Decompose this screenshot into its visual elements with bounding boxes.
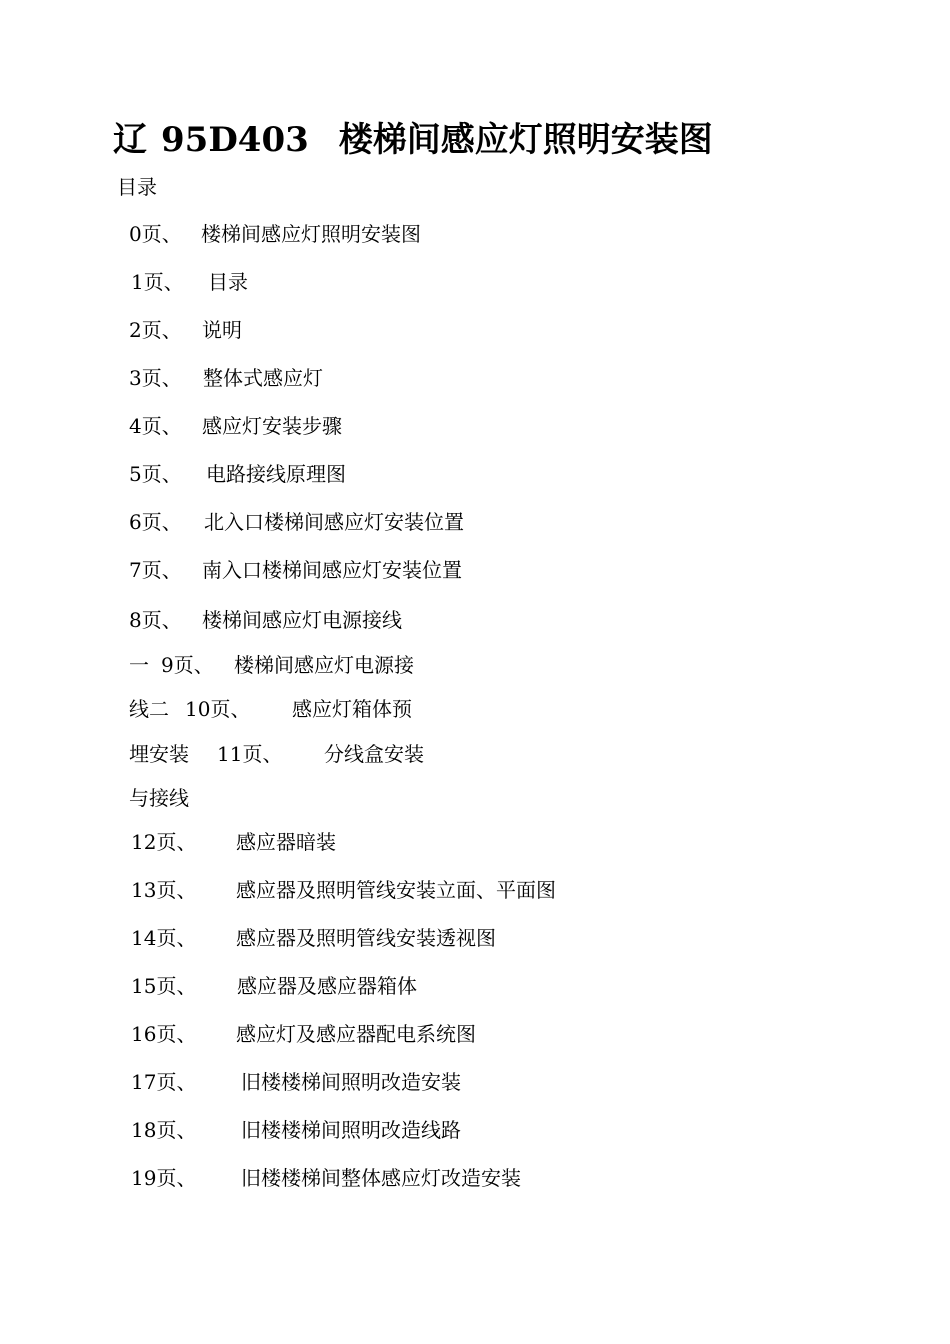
toc-page-number: 18页、 xyxy=(131,1118,197,1142)
toc-page-number: 11页、 xyxy=(217,742,283,766)
toc-entry-label: 整体式感应灯 xyxy=(203,366,323,390)
wrapped-line-1 xyxy=(129,652,414,678)
toc-entry-label: 楼梯间感应灯照明安装图 xyxy=(201,222,421,246)
toc-entry-label: 楼梯间感应灯电源接线 xyxy=(202,608,402,632)
toc-entry-16 xyxy=(131,1021,476,1047)
toc-page-number: 17页、 xyxy=(131,1070,197,1094)
toc-entry-label: 说明 xyxy=(202,318,242,342)
toc-entry-label: 感应器及感应器箱体 xyxy=(237,974,417,998)
wrapped-line-4 xyxy=(129,785,189,811)
wrapped-line-3 xyxy=(129,741,424,767)
toc-entry-label: 感应灯箱体预 xyxy=(292,697,412,721)
wrapped-fragment: 一 xyxy=(129,653,149,677)
toc-entry-15 xyxy=(131,973,417,999)
toc-entry-label: 感应器及照明管线安装透视图 xyxy=(236,926,496,950)
title-prefix: 辽 xyxy=(113,120,147,160)
toc-entry-13 xyxy=(131,877,556,903)
toc-page-number: 16页、 xyxy=(131,1022,197,1046)
wrapped-fragment: 线二 xyxy=(129,697,169,721)
title-text: 楼梯间感应灯照明安装图 xyxy=(338,120,713,160)
toc-page-number: 9页、 xyxy=(161,653,214,677)
toc-entry-6 xyxy=(129,509,464,535)
toc-entry-18 xyxy=(131,1117,461,1143)
toc-entry-label: 旧楼楼梯间照明改造线路 xyxy=(241,1118,461,1142)
toc-page-number: 15页、 xyxy=(131,974,197,998)
toc-page-number: 0页、 xyxy=(129,222,182,246)
toc-page-number: 5页、 xyxy=(129,462,182,486)
page-title xyxy=(113,118,713,162)
toc-entry-label: 旧楼楼梯间整体感应灯改造安装 xyxy=(241,1166,521,1190)
toc-page-number: 12页、 xyxy=(131,830,197,854)
toc-page-number: 14页、 xyxy=(131,926,197,950)
toc-entry-label: 分线盒安装 xyxy=(324,742,424,766)
toc-page-number: 8页、 xyxy=(129,608,182,632)
toc-page-number: 3页、 xyxy=(129,366,182,390)
toc-entry-label: 旧楼楼梯间照明改造安装 xyxy=(241,1070,461,1094)
toc-entry-0 xyxy=(129,221,421,247)
toc-entry-label: 目录 xyxy=(208,270,248,294)
toc-page-number: 6页、 xyxy=(129,510,182,534)
toc-entry-label: 电路接线原理图 xyxy=(206,462,346,486)
toc-entry-5 xyxy=(129,461,346,487)
wrapped-fragment: 与接线 xyxy=(129,786,189,810)
toc-page-number: 19页、 xyxy=(131,1166,197,1190)
wrapped-fragment: 埋安装 xyxy=(129,742,189,766)
toc-entry-label: 感应器及照明管线安装立面、平面图 xyxy=(236,878,556,902)
toc-entry-19 xyxy=(131,1165,521,1191)
toc-entry-label: 北入口楼梯间感应灯安装位置 xyxy=(204,510,464,534)
toc-entry-label: 感应灯及感应器配电系统图 xyxy=(236,1022,476,1046)
toc-entry-12 xyxy=(131,829,336,855)
toc-entry-label: 楼梯间感应灯电源接 xyxy=(234,653,414,677)
toc-page-number: 7页、 xyxy=(129,558,182,582)
toc-entry-14 xyxy=(131,925,496,951)
toc-entry-label: 感应灯安装步骤 xyxy=(202,414,342,438)
toc-page-number: 4页、 xyxy=(129,414,182,438)
wrapped-line-2 xyxy=(129,696,412,722)
toc-entry-label: 感应器暗装 xyxy=(236,830,336,854)
toc-heading: 目录 xyxy=(117,175,157,199)
toc-entry-1 xyxy=(131,269,248,295)
title-code: 95D403 xyxy=(161,120,309,160)
toc-entry-2 xyxy=(129,317,242,343)
toc-entry-7 xyxy=(129,557,462,583)
toc-entry-label: 南入口楼梯间感应灯安装位置 xyxy=(202,558,462,582)
toc-entry-17 xyxy=(131,1069,461,1095)
toc-page-number: 1页、 xyxy=(131,270,184,294)
toc-entry-8 xyxy=(129,607,402,633)
toc-page-number: 2页、 xyxy=(129,318,182,342)
toc-entry-3 xyxy=(129,365,323,391)
toc-page-number: 10页、 xyxy=(185,697,251,721)
toc-page-number: 13页、 xyxy=(131,878,197,902)
toc-entry-4 xyxy=(129,413,342,439)
